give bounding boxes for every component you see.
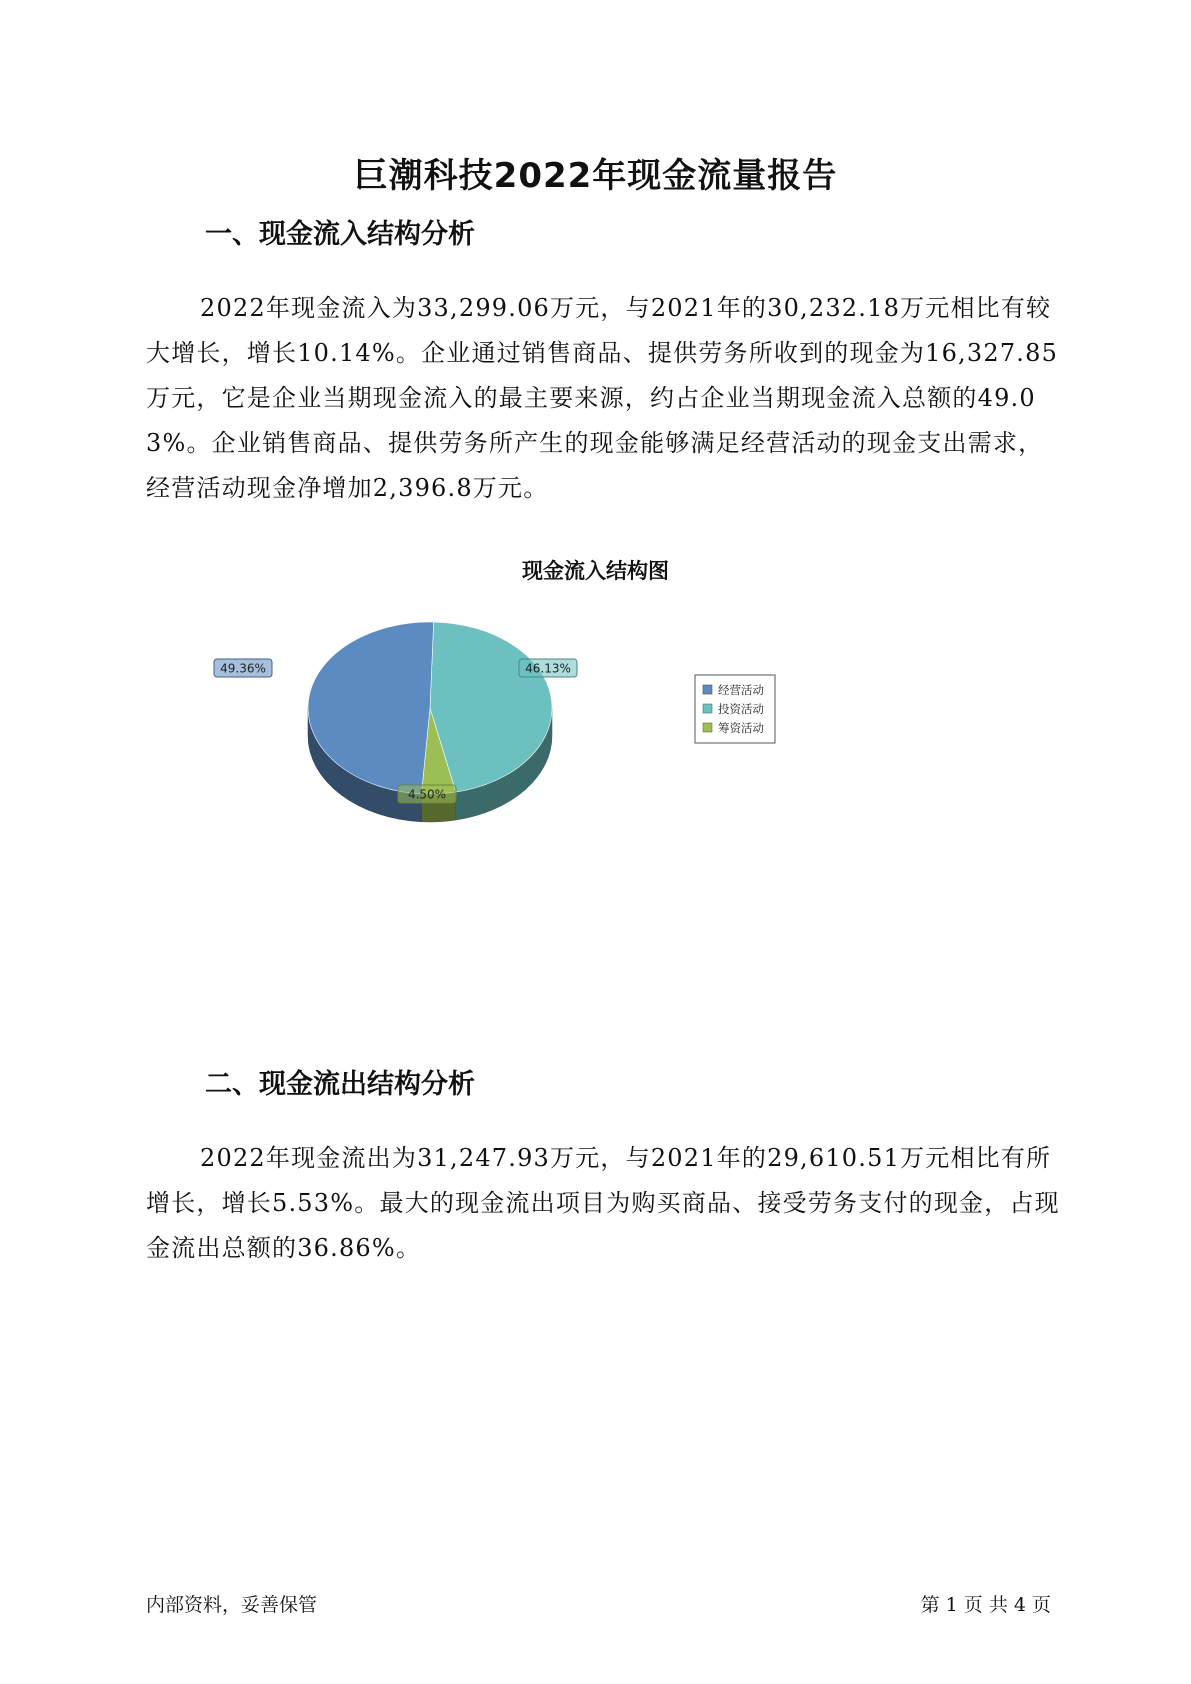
legend-swatch-1: [703, 704, 712, 713]
data-label-0: [214, 659, 272, 677]
footer-confidential: 内部资料，妥善保管: [146, 1594, 318, 1616]
pie-chart: [200, 610, 880, 870]
data-label-2: [398, 785, 456, 803]
legend-item-1: 投资活动: [718, 702, 764, 716]
data-label-1: [519, 659, 577, 677]
data-label-text-0: 49.36%: [220, 661, 266, 676]
legend-item-2: 筹资活动: [718, 721, 764, 735]
data-label-text-1: 46.13%: [525, 661, 571, 676]
section2-heading: 二、现金流出结构分析: [205, 1069, 475, 1100]
chart-legend: [695, 675, 775, 743]
section1-paragraph: 2022年现金流入为33,299.06万元，与2021年的30,232.18万元相比有较大增长，增长10.14%。企业通过销售商品、提供劳务所收到的现金为16,327.85万元，它是企业当期现金流入的最主要来源，约占企业当期现金流入总额的49.03%。企业销售商品、提供劳务所产生的现金能够满足经营活动的现金支出需求，经营活动现金净增加2,396.8万元。: [146, 294, 1059, 502]
legend-item-0: 经营活动: [718, 683, 764, 697]
chart-title: 现金流入结构图: [522, 559, 669, 583]
footer-page-number: 第 1 页 共 4 页: [920, 1594, 1051, 1616]
document-title: 巨潮科技2022年现金流量报告: [353, 156, 838, 196]
data-label-text-2: 4.50%: [407, 787, 447, 802]
section1-heading: 一、现金流入结构分析: [205, 219, 475, 250]
legend-swatch-0: [703, 685, 712, 694]
section2-paragraph: 2022年现金流出为31,247.93万元，与2021年的29,610.51万元相比有所增长，增长5.53%。最大的现金流出项目为购买商品、接受劳务支付的现金，占现金流出总额的36.86%。: [146, 1144, 1060, 1262]
legend-swatch-2: [703, 723, 712, 732]
